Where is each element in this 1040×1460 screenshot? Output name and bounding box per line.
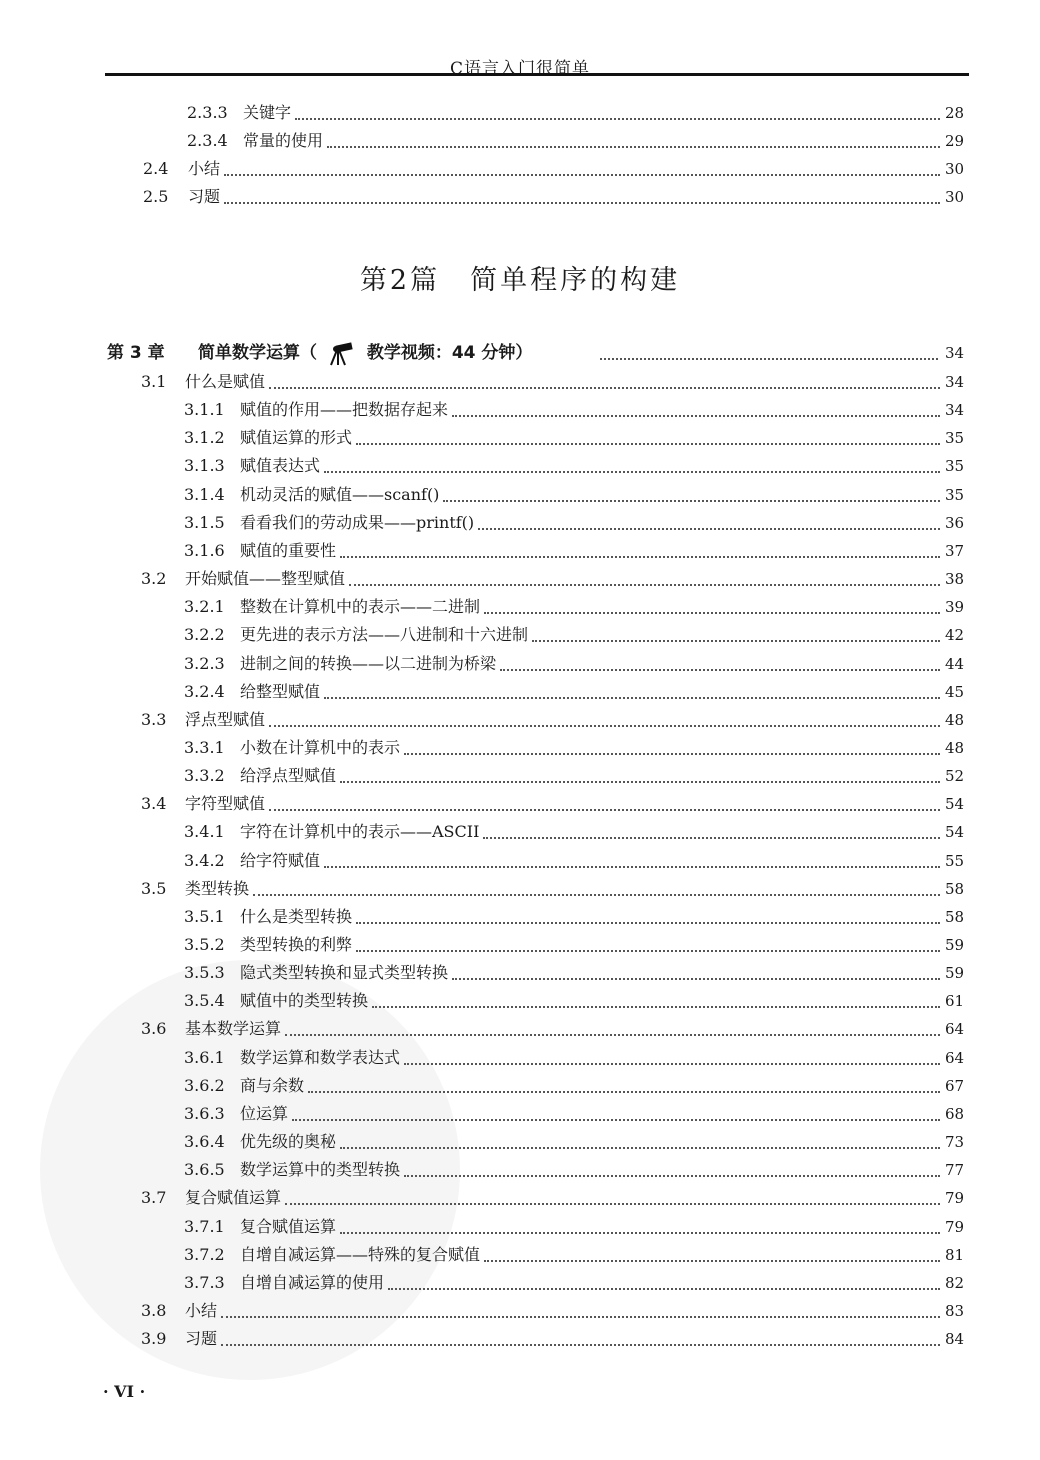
toc-entry-number: 3.1.1 xyxy=(184,400,225,420)
toc-entry-title: 类型转换的利弊 xyxy=(240,935,353,954)
toc-entry-page: 48 xyxy=(945,710,965,729)
leader-dots xyxy=(327,146,940,148)
toc-entry[interactable] xyxy=(0,566,1040,592)
toc-entry-title: 习题 xyxy=(188,187,221,206)
toc-entry-page: 64 xyxy=(945,1048,965,1067)
toc-entry[interactable] xyxy=(0,425,1040,451)
toc-entry-title: 商与余数 xyxy=(240,1075,305,1095)
toc-entry-page: 38 xyxy=(945,570,965,589)
toc-entry-title: 赋值的重要性 xyxy=(240,540,337,560)
toc-entry-number: 3.3.2 xyxy=(184,766,225,786)
leader-dots xyxy=(404,1063,940,1065)
toc-entry-page: 42 xyxy=(945,626,965,645)
leader-dots xyxy=(340,781,940,783)
leader-dots xyxy=(269,387,940,389)
leader-dots xyxy=(295,118,940,120)
toc-entry-page: 29 xyxy=(945,132,965,150)
toc-entry-title: 小数在计算机中的表示 xyxy=(240,737,401,757)
toc-entry-page: 54 xyxy=(945,823,965,842)
toc-entry-title: 复合赋值运算 xyxy=(240,1216,337,1236)
chapter-page: 34 xyxy=(945,344,965,362)
toc-entry[interactable] xyxy=(0,453,1040,479)
leader-dots xyxy=(356,922,940,924)
toc-entry-page: 30 xyxy=(945,188,965,206)
chapter-video-label: 教学视频：44 分钟） xyxy=(366,343,533,363)
part-title: 第2篇 简单程序的构建 xyxy=(359,265,681,296)
toc-entry-page: 48 xyxy=(945,738,965,757)
toc-entry-number: 3.5 xyxy=(141,878,167,898)
toc-entry-number: 3.5.1 xyxy=(184,906,225,926)
leader-dots xyxy=(285,1034,940,1036)
toc-entry-number: 3.4 xyxy=(141,794,167,814)
toc-entry[interactable] xyxy=(0,1242,1040,1268)
toc-entry-page: 34 xyxy=(945,373,965,391)
toc-entry-page: 59 xyxy=(945,964,965,983)
toc-entry-number: 3.1.3 xyxy=(184,456,225,476)
leader-dots xyxy=(356,443,940,445)
leader-dots xyxy=(324,471,940,473)
toc-entry-page: 58 xyxy=(945,879,965,898)
leader-dots xyxy=(292,1119,940,1121)
toc-entry[interactable] xyxy=(0,128,1040,154)
leader-dots xyxy=(600,358,938,360)
header-rule xyxy=(105,73,969,76)
toc-entry[interactable] xyxy=(0,707,1040,733)
toc-entry-page: 44 xyxy=(945,654,965,673)
toc-entry[interactable] xyxy=(0,960,1040,986)
toc-entry-title: 给浮点型赋值 xyxy=(240,766,337,786)
toc-entry[interactable] xyxy=(0,932,1040,958)
toc-entry-title: 赋值中的类型转换 xyxy=(240,991,369,1011)
toc-entry[interactable] xyxy=(0,988,1040,1014)
toc-entry[interactable] xyxy=(0,1298,1040,1324)
toc-entry-page: 39 xyxy=(945,598,965,617)
toc-entry-number: 3.7.1 xyxy=(184,1216,225,1236)
toc-entry-number: 3.1.5 xyxy=(184,512,225,532)
toc-entry-number: 3.6.3 xyxy=(184,1103,225,1123)
toc-entry-number: 3.4.1 xyxy=(184,822,225,842)
toc-entry-number: 2.3.4 xyxy=(187,131,228,150)
toc-entry-title: 优先级的奥秘 xyxy=(240,1132,337,1152)
toc-entry-number: 3.7.3 xyxy=(184,1272,225,1292)
page-number: · VI · xyxy=(103,1382,146,1401)
toc-entry[interactable] xyxy=(0,876,1040,902)
leader-dots xyxy=(483,837,940,839)
toc-entry[interactable] xyxy=(0,1326,1040,1352)
leader-dots xyxy=(224,202,940,204)
toc-entry-page: 83 xyxy=(945,1301,965,1320)
toc-entry-title: 赋值的作用——把数据存起来 xyxy=(240,400,449,420)
toc-entry-page: 52 xyxy=(945,767,965,786)
toc-entry-page: 79 xyxy=(945,1189,965,1208)
toc-entry-page: 54 xyxy=(945,795,965,814)
toc-entry[interactable] xyxy=(0,1073,1040,1099)
toc-entry-number: 3.5.4 xyxy=(184,991,225,1011)
toc-entry-title: 小结 xyxy=(188,159,221,178)
toc-entry-title: 整数在计算机中的表示——二进制 xyxy=(240,597,481,617)
toc-entry-number: 3.6 xyxy=(141,1019,167,1039)
toc-entry[interactable] xyxy=(0,848,1040,874)
toc-entry-title: 什么是赋值 xyxy=(185,372,266,391)
leader-dots xyxy=(221,1344,940,1346)
toc-entry-number: 3.2.1 xyxy=(184,597,225,617)
toc-entry-number: 2.3.3 xyxy=(187,103,228,122)
toc-entry-title: 赋值表达式 xyxy=(240,456,321,476)
toc-entry-number: 3.5.3 xyxy=(184,963,225,983)
toc-entry-title: 位运算 xyxy=(240,1103,289,1123)
toc-entry-title: 关键字 xyxy=(243,103,292,122)
toc-entry-number: 3.6.2 xyxy=(184,1075,225,1095)
toc-entry-title: 机动灵活的赋值——scanf() xyxy=(240,484,440,504)
toc-entry[interactable] xyxy=(0,594,1040,620)
toc-entry[interactable] xyxy=(0,1270,1040,1296)
toc-entry-page: 35 xyxy=(945,457,965,476)
toc-entry-page: 73 xyxy=(945,1133,965,1152)
toc-entry-title: 数学运算和数学表达式 xyxy=(240,1047,401,1067)
toc-entry-number: 3.6.5 xyxy=(184,1160,225,1180)
toc-entry[interactable] xyxy=(0,904,1040,930)
toc-entry-page: 68 xyxy=(945,1104,965,1123)
leader-dots xyxy=(404,1175,940,1177)
toc-entry-title: 字符在计算机中的表示——ASCII xyxy=(240,822,480,842)
toc-entry-title: 自增自减运算的使用 xyxy=(240,1272,385,1292)
toc-entry[interactable] xyxy=(0,100,1040,126)
leader-dots xyxy=(221,1316,940,1318)
toc-entry-page: 61 xyxy=(945,992,965,1011)
toc-entry-page: 55 xyxy=(945,851,965,870)
toc-entry-page: 59 xyxy=(945,936,965,954)
toc-entry-number: 3.2.2 xyxy=(184,625,225,645)
toc-entry[interactable] xyxy=(0,819,1040,845)
chapter-number: 第 3 章 xyxy=(107,343,165,363)
toc-entry-number: 3.7.2 xyxy=(184,1244,225,1264)
leader-dots xyxy=(340,556,940,558)
toc-entry-page: 36 xyxy=(945,513,965,532)
toc-entry-number: 3.3 xyxy=(141,709,167,729)
toc-entry-page: 30 xyxy=(945,160,965,178)
toc-entry-title: 更先进的表示方法——八进制和十六进制 xyxy=(240,625,529,645)
toc-entry-number: 3.7 xyxy=(141,1188,167,1208)
toc-entry-page: 67 xyxy=(945,1076,965,1095)
leader-dots xyxy=(340,1147,940,1149)
toc-entry-page: 35 xyxy=(945,429,965,448)
toc-entry-number: 3.3.1 xyxy=(184,737,225,757)
leader-dots xyxy=(308,1091,940,1093)
toc-entry[interactable] xyxy=(0,763,1040,789)
toc-entry-title: 浮点型赋值 xyxy=(185,709,266,729)
leader-dots xyxy=(388,1288,940,1290)
toc-entry-title: 习题 xyxy=(185,1329,218,1349)
chapter-title-text: 简单数学运算（ xyxy=(198,343,317,363)
leader-dots xyxy=(349,584,940,586)
toc-entry[interactable] xyxy=(0,1016,1040,1042)
toc-entry-title: 给字符赋值 xyxy=(240,850,321,870)
toc-entry[interactable] xyxy=(0,156,1040,182)
leader-dots xyxy=(452,415,940,417)
toc-entry-title: 基本数学运算 xyxy=(185,1019,282,1039)
toc-entry-title: 赋值运算的形式 xyxy=(240,428,353,448)
toc-entry-page: 77 xyxy=(945,1161,965,1180)
toc-entry-number: 3.6.4 xyxy=(184,1132,225,1152)
toc-entry-title: 开始赋值——整型赋值 xyxy=(185,569,346,589)
toc-entry-title: 看看我们的劳动成果——printf() xyxy=(240,512,475,532)
toc-entry-page: 81 xyxy=(945,1245,965,1264)
toc-entry-title: 隐式类型转换和显式类型转换 xyxy=(240,963,449,983)
toc-entry-title: 复合赋值运算 xyxy=(185,1188,282,1208)
toc-entry-page: 82 xyxy=(945,1273,965,1292)
toc-entry[interactable] xyxy=(0,510,1040,536)
toc-entry-page: 34 xyxy=(945,401,965,420)
toc-entry-number: 3.2.3 xyxy=(184,653,225,673)
leader-dots xyxy=(340,1232,940,1234)
toc-entry-page: 84 xyxy=(945,1330,965,1349)
toc-entry[interactable] xyxy=(0,1045,1040,1071)
toc-entry-number: 3.2.4 xyxy=(184,681,225,701)
toc-entry-number: 3.2 xyxy=(141,569,167,589)
toc-entry-number: 2.5 xyxy=(143,187,169,206)
leader-dots xyxy=(372,1006,940,1008)
toc-entry[interactable] xyxy=(0,397,1040,423)
toc-entry[interactable] xyxy=(0,538,1040,564)
running-header: C语言入门很简单 xyxy=(449,59,590,79)
leader-dots xyxy=(532,640,940,642)
toc-entry-page: 64 xyxy=(945,1020,965,1039)
leader-dots xyxy=(324,866,940,868)
toc-entry-page: 79 xyxy=(945,1217,965,1236)
leader-dots xyxy=(484,612,940,614)
toc-entry-number: 3.1.4 xyxy=(184,484,225,504)
leader-dots xyxy=(253,894,940,896)
leader-dots xyxy=(484,1260,940,1262)
toc-entry[interactable] xyxy=(0,1129,1040,1155)
toc-entry-number: 3.1 xyxy=(141,372,167,391)
toc-entry-title: 字符型赋值 xyxy=(185,794,266,814)
toc-entry-title: 给整型赋值 xyxy=(240,681,321,701)
leader-dots xyxy=(269,725,940,727)
chapter-title xyxy=(198,340,532,366)
toc-entry[interactable] xyxy=(0,622,1040,648)
leader-dots xyxy=(452,978,940,980)
leader-dots xyxy=(324,697,940,699)
toc-entry-number: 3.4.2 xyxy=(184,850,225,870)
toc-entry-title: 小结 xyxy=(185,1300,218,1320)
toc-entry-number: 3.1.2 xyxy=(184,428,225,448)
toc-entry[interactable] xyxy=(0,1214,1040,1240)
chapter-heading[interactable] xyxy=(0,340,1040,366)
toc-entry[interactable] xyxy=(0,1101,1040,1127)
toc-entry-page: 37 xyxy=(945,541,965,560)
leader-dots xyxy=(404,753,940,755)
toc-entry[interactable] xyxy=(0,791,1040,817)
toc-entry-title: 数学运算中的类型转换 xyxy=(240,1160,401,1180)
toc-entry[interactable] xyxy=(0,184,1040,210)
leader-dots xyxy=(443,500,940,502)
toc-entry[interactable] xyxy=(0,735,1040,761)
toc-entry-number: 3.5.2 xyxy=(184,935,225,954)
toc-entry-page: 35 xyxy=(945,485,965,504)
toc-entry-number: 3.1.6 xyxy=(184,540,225,560)
toc-entry[interactable] xyxy=(0,1185,1040,1211)
toc-entry-page: 58 xyxy=(945,907,965,926)
toc-entry-title: 常量的使用 xyxy=(243,131,324,150)
toc-entry[interactable] xyxy=(0,1157,1040,1183)
toc-entry-number: 2.4 xyxy=(143,159,169,178)
toc-entry-number: 3.6.1 xyxy=(184,1047,225,1067)
leader-dots xyxy=(478,528,940,530)
leader-dots xyxy=(356,950,940,952)
toc-entry[interactable] xyxy=(0,679,1040,705)
leader-dots xyxy=(269,809,940,811)
toc-entry-title: 自增自减运算——特殊的复合赋值 xyxy=(240,1244,481,1264)
toc-entry-title: 什么是类型转换 xyxy=(240,906,353,926)
toc-entry-page: 45 xyxy=(945,682,965,701)
toc-entry-title: 进制之间的转换——以二进制为桥梁 xyxy=(240,653,497,673)
leader-dots xyxy=(500,669,940,671)
leader-dots xyxy=(285,1203,940,1205)
video-camera-icon xyxy=(327,340,357,366)
toc-entry-number: 3.9 xyxy=(141,1329,167,1349)
toc-entry[interactable] xyxy=(0,482,1040,508)
toc-entry-title: 类型转换 xyxy=(185,878,250,898)
toc-entry[interactable] xyxy=(0,369,1040,395)
toc-entry-page: 28 xyxy=(945,104,965,122)
toc-entry[interactable] xyxy=(0,651,1040,677)
toc-entry-number: 3.8 xyxy=(141,1300,167,1320)
leader-dots xyxy=(224,174,940,176)
